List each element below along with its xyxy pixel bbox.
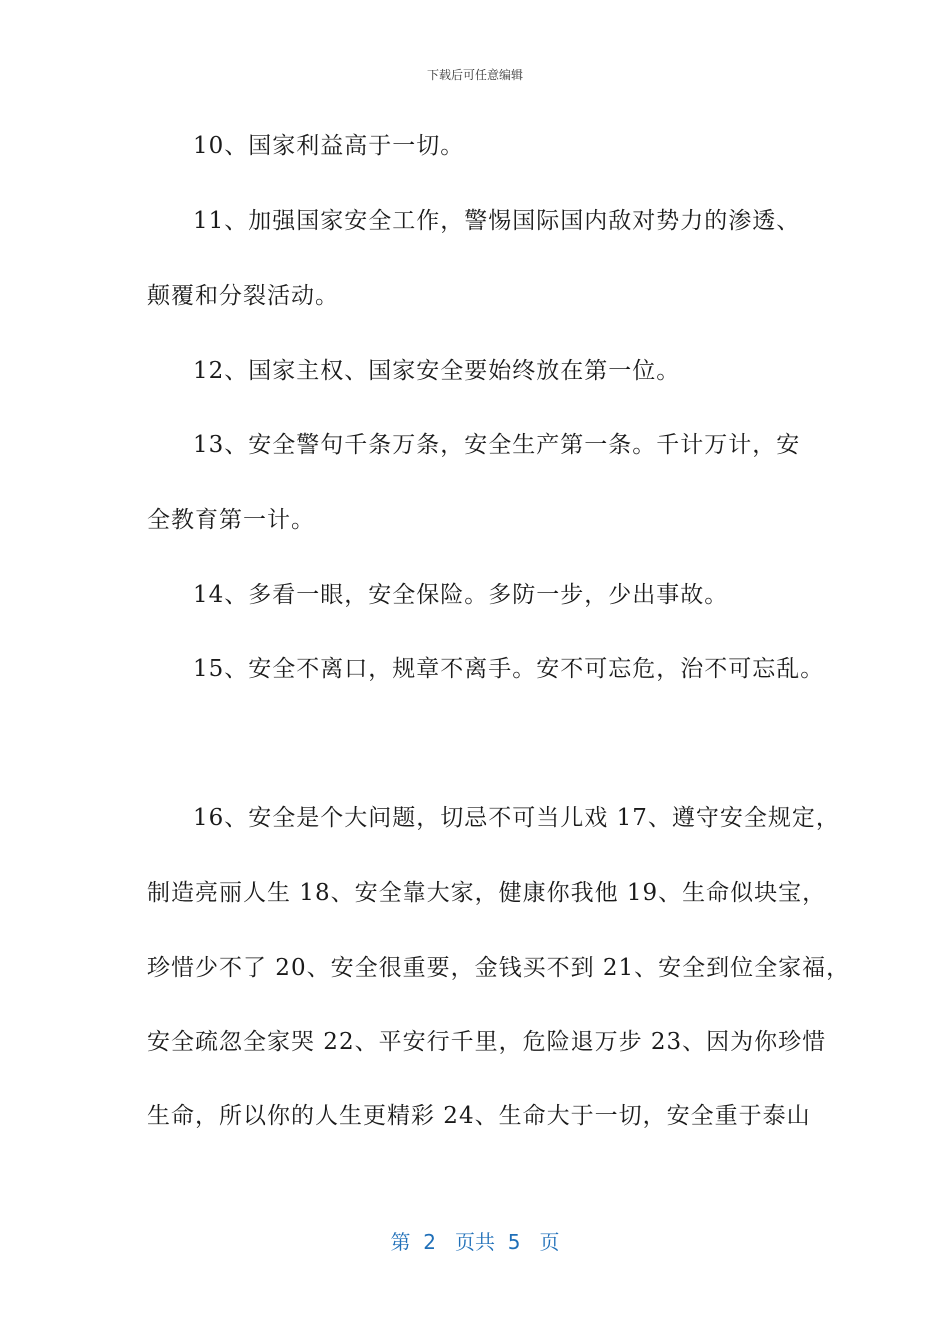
- paragraph-line: 12、国家主权、国家安全要始终放在第一位。: [193, 358, 681, 384]
- footer-suffix: 页: [539, 1230, 560, 1254]
- paragraph-line: 15、安全不离口，规章不离手。安不可忘危，治不可忘乱。: [193, 656, 825, 682]
- footer-page-number: 2: [423, 1230, 436, 1254]
- paragraph-line: 14、多看一眼，安全保险。多防一步，少出事故。: [193, 582, 729, 608]
- paragraph-line: 安全疏忽全家哭 22、平安行千里，危险退万步 23、因为你珍惜: [147, 1029, 827, 1055]
- paragraph-line: 珍惜少不了 20、安全很重要，金钱买不到 21、安全到位全家福，: [147, 955, 851, 981]
- footer-middle: 页共: [455, 1230, 495, 1254]
- paragraph-line: 16、安全是个大问题，切忌不可当儿戏 17、遵守安全规定，: [193, 805, 840, 831]
- paragraph-line: 生命，所以你的人生更精彩 24、生命大于一切，安全重于泰山: [147, 1103, 811, 1129]
- paragraph-line: 11、加强国家安全工作，警惕国际国内敌对势力的渗透、: [193, 208, 801, 234]
- paragraph-line: 13、安全警句千条万条，安全生产第一条。千计万计，安: [193, 432, 801, 458]
- footer-prefix: 第: [390, 1230, 411, 1254]
- page-header: 下载后可任意编辑: [426, 68, 523, 82]
- paragraph-line: 全教育第一计。: [147, 507, 315, 533]
- paragraph-line: 制造亮丽人生 18、安全靠大家，健康你我他 19、生命似块宝，: [147, 880, 827, 906]
- paragraph-line: 颠覆和分裂活动。: [147, 283, 339, 309]
- footer-total-pages: 5: [507, 1230, 521, 1254]
- page-footer: [0, 1226, 950, 1255]
- paragraph-line: 10、国家利益高于一切。: [193, 133, 465, 159]
